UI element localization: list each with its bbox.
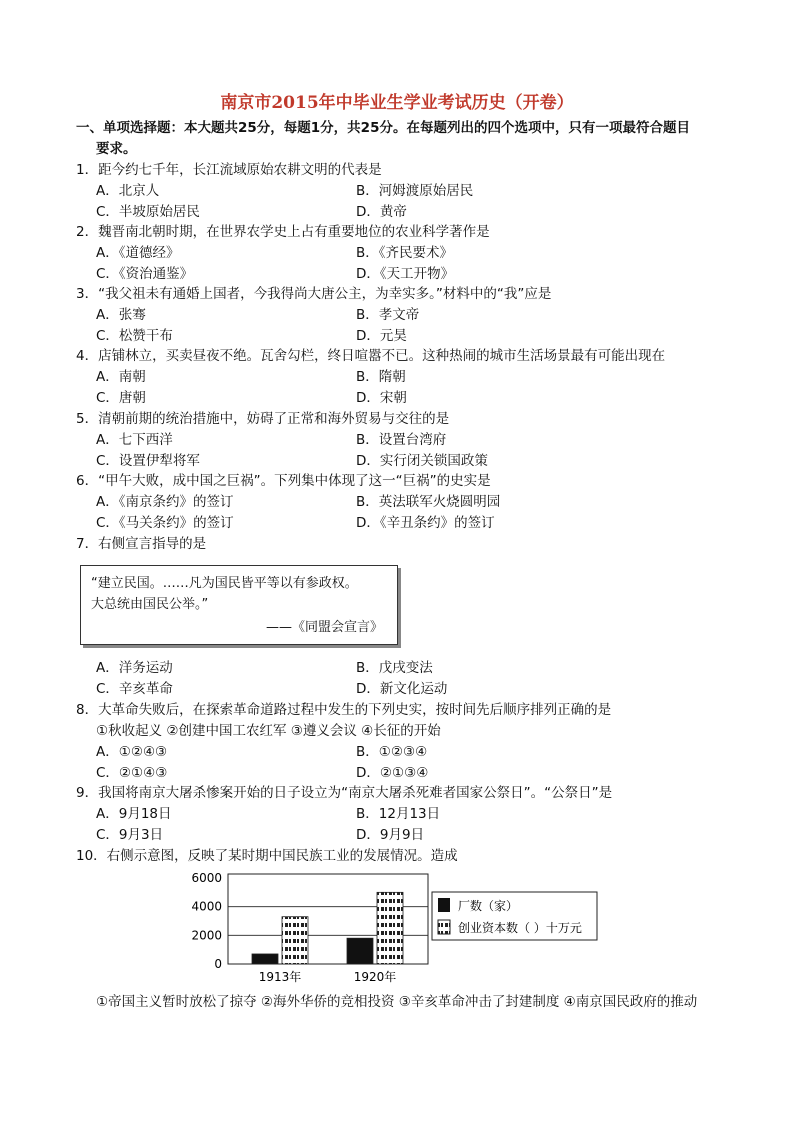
question-1 <box>76 160 736 223</box>
question-stem: 6．“甲午大败，成中国之巨祸”。下列集中体现了这一“巨祸”的史实是 <box>76 473 491 489</box>
section-heading-line2: 要求。 <box>96 141 137 157</box>
legend-label-factories: 厂数（家） <box>458 899 519 913</box>
option-d: D．实行闭关锁国政策 <box>356 453 488 469</box>
option-a: A．①②④③ <box>96 744 168 760</box>
quote-line2: 大总统由国民公举。” <box>91 597 209 612</box>
quote-box <box>80 565 398 645</box>
option-a: A．《南京条约》的签订 <box>96 494 234 510</box>
bar-factories-1920年 <box>347 938 373 964</box>
option-c: C．辛亥革命 <box>96 681 173 697</box>
question-stem: 4．店铺林立，买卖昼夜不绝。瓦舍勾栏，终日喧嚣不已。这种热闹的城市生活场景最有可能出现在 <box>76 348 666 364</box>
option-b: B．戊戌变法 <box>356 660 433 676</box>
bar-chart <box>180 866 620 986</box>
option-d: D．元昊 <box>356 328 407 344</box>
option-b: B．隋朝 <box>356 369 406 385</box>
option-d: D．宋朝 <box>356 390 407 406</box>
question-stem: 9．我国将南京大屠杀惨案开始的日子设立为“南京大屠杀死难者国家公祭日”。“公祭日”是 <box>76 785 613 801</box>
question-stem: 8．大革命失败后，在探索革命道路过程中发生的下列史实，按时间先后顺序排列正确的是 <box>76 702 612 718</box>
option-d: D．9月9日 <box>356 827 425 843</box>
bar-capital-1913年 <box>282 917 308 964</box>
question-9 <box>76 783 736 846</box>
question-2 <box>76 222 736 285</box>
option-b: B．①②③④ <box>356 744 428 760</box>
question-7-options <box>76 658 736 700</box>
chart-legend <box>432 892 597 940</box>
option-b: B．设置台湾府 <box>356 432 447 448</box>
option-b: B．孝文帝 <box>356 307 420 323</box>
quote-line1: “建立民国。……凡为国民皆平等以有参政权。 <box>91 576 358 591</box>
question-stem: 1．距今约七千年，长江流域原始农耕文明的代表是 <box>76 162 382 178</box>
option-a: A．七下西洋 <box>96 432 173 448</box>
question-5 <box>76 409 736 472</box>
option-d: D．新文化运动 <box>356 681 448 697</box>
option-b: B．12月13日 <box>356 806 441 822</box>
question-7 <box>76 534 736 555</box>
question-4 <box>76 346 736 409</box>
question-stem: 10．右侧示意图，反映了某时期中国民族工业的发展情况。造成 <box>76 848 458 864</box>
option-c: C．9月3日 <box>96 827 164 843</box>
option-a: A．《道德经》 <box>96 245 180 261</box>
section-heading-line1: 一、单项选择题：本大题共25分，每题1分，共25分。在每题列出的四个选项中，只有一项最符合题目 <box>76 120 690 136</box>
option-d: D．黄帝 <box>356 204 407 220</box>
option-a: A．9月18日 <box>96 806 172 822</box>
quote-source: ——《同盟会宣言》 <box>265 620 383 635</box>
option-c: C．《资治通鉴》 <box>96 266 194 282</box>
option-a: A．南朝 <box>96 369 146 385</box>
option-a: A．洋务运动 <box>96 660 173 676</box>
bar-capital-1920年 <box>377 892 403 964</box>
question-sub-items: ①秋收起义 ②创建中国工农红军 ③遵义会议 ④长征的开始 <box>96 723 441 739</box>
y-tick-label: 0 <box>214 957 222 971</box>
option-d: D．《天工开物》 <box>356 266 455 282</box>
option-d: D．②①③④ <box>356 765 429 781</box>
question-6 <box>76 471 736 534</box>
question-stem: 7．右侧宣言指导的是 <box>76 536 207 552</box>
question-10 <box>76 846 736 867</box>
x-tick-label: 1920年 <box>353 970 397 984</box>
legend-swatch-capital <box>438 920 450 934</box>
option-a: A．北京人 <box>96 183 160 199</box>
y-tick-label: 6000 <box>191 871 222 885</box>
option-c: C．②①④③ <box>96 765 168 781</box>
legend-swatch-factories <box>438 898 450 912</box>
x-tick-label: 1913年 <box>258 970 302 984</box>
bar-factories-1913年 <box>252 954 278 964</box>
option-b: B．《齐民要术》 <box>356 245 454 261</box>
y-tick-label: 2000 <box>191 928 222 943</box>
option-c: C．设置伊犁将军 <box>96 453 200 469</box>
option-c: C．松赞干布 <box>96 328 173 344</box>
option-c: C．《马关条约》的签订 <box>96 515 234 531</box>
option-d: D．《辛丑条约》的签订 <box>356 515 495 531</box>
option-c: C．半坡原始居民 <box>96 204 200 220</box>
option-b: B．河姆渡原始居民 <box>356 183 474 199</box>
option-b: B．英法联军火烧圆明园 <box>356 494 501 510</box>
legend-label-capital: 创业资本数（ ）十万元 <box>458 921 582 935</box>
y-tick-label: 4000 <box>191 899 222 914</box>
page-title: 南京市2015年中毕业生学业考试历史（开卷） <box>220 93 574 113</box>
q10-statements: ①帝国主义暂时放松了掠夺 ②海外华侨的竞相投资 ③辛亥革命冲击了封建制度 ④南京国民政府的推动 <box>96 994 698 1010</box>
question-stem: 2．魏晋南北朝时期，在世界农学史上占有重要地位的农业科学著作是 <box>76 224 490 240</box>
question-8 <box>76 700 736 784</box>
option-c: C．唐朝 <box>96 390 146 406</box>
question-stem: 5．清朝前期的统治措施中，妨碍了正常和海外贸易与交往的是 <box>76 411 450 427</box>
option-a: A．张骞 <box>96 307 146 323</box>
question-stem: 3．“我父祖未有通婚上国者，今我得尚大唐公主，为幸实多。”材料中的“我”应是 <box>76 286 552 302</box>
section-heading <box>76 118 726 160</box>
question-3 <box>76 284 736 347</box>
